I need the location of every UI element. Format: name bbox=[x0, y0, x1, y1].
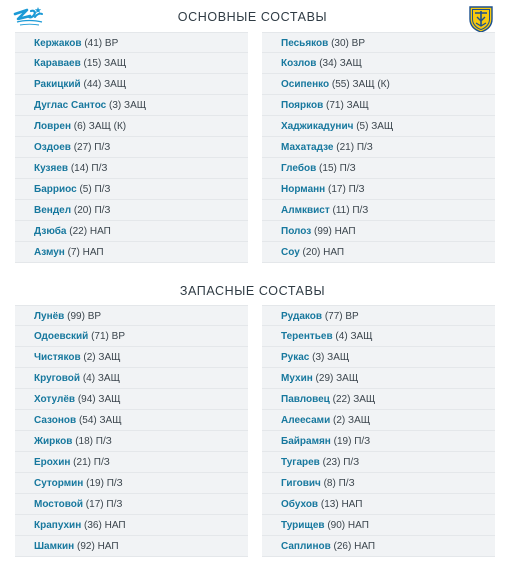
player-position: ЗАЩ bbox=[104, 58, 127, 69]
player-position: ЗАЩ bbox=[104, 79, 127, 90]
player-position: П/З bbox=[106, 499, 123, 510]
player-name[interactable]: Норманн bbox=[281, 184, 326, 195]
player-name[interactable]: Гигович bbox=[281, 478, 321, 489]
player-name[interactable]: Алеесами bbox=[281, 415, 331, 426]
list-item bbox=[262, 368, 495, 389]
subs-away-list bbox=[262, 305, 495, 557]
player-name[interactable]: Хотулёв bbox=[34, 394, 76, 405]
player-position: ЗАЩ bbox=[327, 352, 350, 363]
player-number: (44) bbox=[83, 79, 102, 90]
player-number: (4) bbox=[335, 331, 348, 342]
list-item bbox=[262, 137, 495, 158]
starting-away-list bbox=[262, 32, 495, 263]
player-number: (19) bbox=[333, 436, 352, 447]
player-name[interactable]: Круговой bbox=[34, 373, 81, 384]
player-position: НАП bbox=[97, 541, 119, 552]
player-number: (17) bbox=[85, 499, 104, 510]
player-number: (36) bbox=[84, 520, 102, 531]
player-name[interactable]: Махатадзе bbox=[281, 142, 334, 153]
player-number: (99) bbox=[67, 311, 85, 322]
list-item bbox=[262, 347, 495, 368]
list-item bbox=[262, 53, 495, 74]
player-name[interactable]: Байрамян bbox=[281, 436, 331, 447]
player-number: (15) bbox=[319, 163, 337, 174]
player-number: (92) bbox=[76, 541, 95, 552]
player-name[interactable]: Ракицкий bbox=[34, 79, 81, 90]
list-item bbox=[15, 515, 248, 536]
list-item bbox=[262, 242, 495, 263]
list-item bbox=[15, 410, 248, 431]
player-number: (30) bbox=[331, 38, 349, 49]
player-position: НАП bbox=[354, 541, 376, 552]
player-position: П/З bbox=[338, 478, 355, 489]
player-position: ВР bbox=[351, 38, 365, 49]
player-position: П/З bbox=[356, 142, 373, 153]
list-item bbox=[262, 74, 495, 95]
player-position: ЗАЩ bbox=[97, 373, 120, 384]
player-number: (2) bbox=[83, 352, 96, 363]
list-item bbox=[15, 179, 248, 200]
player-name[interactable]: Павловец bbox=[281, 394, 330, 405]
list-item bbox=[15, 242, 248, 263]
player-name[interactable]: Мухин bbox=[281, 373, 313, 384]
player-name[interactable]: Терентьев bbox=[281, 331, 333, 342]
player-number: (22) bbox=[69, 226, 88, 237]
subs-home-list bbox=[15, 305, 248, 557]
player-name[interactable]: Одоевский bbox=[34, 331, 89, 342]
player-position: ВР bbox=[111, 331, 126, 342]
player-position: ЗАЩ bbox=[346, 100, 369, 111]
player-name[interactable]: Лунёв bbox=[34, 311, 65, 322]
player-number: (34) bbox=[319, 58, 337, 69]
player-name[interactable]: Поярков bbox=[281, 100, 324, 111]
list-item bbox=[15, 473, 248, 494]
player-number: (8) bbox=[323, 478, 336, 489]
player-name[interactable]: Жирков bbox=[34, 436, 73, 447]
player-number: (22) bbox=[332, 394, 351, 405]
list-item bbox=[262, 452, 495, 473]
list-item bbox=[262, 515, 495, 536]
player-number: (15) bbox=[83, 58, 102, 69]
player-number: (99) bbox=[314, 226, 332, 237]
player-position: П/З bbox=[94, 142, 111, 153]
player-number: (18) bbox=[75, 436, 94, 447]
player-name[interactable]: Дуглас Сантос bbox=[34, 100, 107, 111]
player-position: П/З bbox=[91, 163, 108, 174]
player-number: (6) bbox=[73, 121, 86, 132]
player-position: ВР bbox=[104, 38, 119, 49]
player-position: ЗАЩ bbox=[339, 58, 362, 69]
list-item bbox=[15, 116, 248, 137]
player-position: НАП bbox=[334, 226, 356, 237]
substitutes-header bbox=[0, 278, 505, 304]
player-name[interactable]: Кузяев bbox=[34, 163, 69, 174]
player-number: (23) bbox=[322, 457, 341, 468]
player-position: ВР bbox=[345, 311, 359, 322]
player-name[interactable]: Соу bbox=[281, 247, 300, 258]
player-name[interactable]: Алмквист bbox=[281, 205, 330, 216]
list-item bbox=[262, 326, 495, 347]
list-item bbox=[15, 494, 248, 515]
starting-lineups-title: ОСНОВНЫЕ СОСТАВЫ bbox=[177, 10, 328, 24]
list-item bbox=[15, 74, 248, 95]
list-item bbox=[15, 158, 248, 179]
player-name[interactable]: Обухов bbox=[281, 499, 319, 510]
player-name[interactable]: Караваев bbox=[34, 58, 81, 69]
list-item bbox=[262, 431, 495, 452]
list-item bbox=[15, 347, 248, 368]
player-name[interactable]: Шамкин bbox=[34, 541, 75, 552]
player-number: (29) bbox=[315, 373, 334, 384]
list-item bbox=[262, 305, 495, 326]
list-item bbox=[15, 137, 248, 158]
player-position: П/З bbox=[94, 184, 111, 195]
substitutes-title: ЗАПАСНЫЕ СОСТАВЫ bbox=[179, 284, 326, 298]
player-number: (90) bbox=[327, 520, 346, 531]
player-position: НАП bbox=[341, 499, 363, 510]
player-position: ЗАЩ bbox=[124, 100, 147, 111]
player-number: (11) bbox=[332, 205, 350, 216]
player-number: (20) bbox=[302, 247, 321, 258]
player-number: (20) bbox=[73, 205, 92, 216]
player-number: (77) bbox=[324, 311, 343, 322]
list-item bbox=[262, 179, 495, 200]
player-name[interactable]: Оздоев bbox=[34, 142, 71, 153]
player-position: П/З bbox=[95, 436, 112, 447]
list-item bbox=[262, 389, 495, 410]
player-position: ВР bbox=[87, 311, 102, 322]
player-number: (94) bbox=[77, 394, 96, 405]
player-number: (4) bbox=[82, 373, 96, 384]
list-item bbox=[262, 410, 495, 431]
player-position: НАП bbox=[347, 520, 369, 531]
player-number: (71) bbox=[91, 331, 109, 342]
player-name[interactable]: Полоз bbox=[281, 226, 312, 237]
starting-home-list bbox=[15, 32, 248, 263]
player-name[interactable]: Кержаков bbox=[34, 38, 82, 49]
player-name[interactable]: Песьяков bbox=[281, 38, 329, 49]
player-number: (3) bbox=[109, 100, 122, 111]
list-item bbox=[262, 95, 495, 116]
player-position: П/З bbox=[339, 163, 356, 174]
rostov-logo-icon[interactable] bbox=[468, 5, 494, 33]
player-position: ЗАЩ bbox=[350, 331, 373, 342]
player-number: (14) bbox=[70, 163, 89, 174]
player-name[interactable]: Сазонов bbox=[34, 415, 77, 426]
player-name[interactable]: Мостовой bbox=[34, 499, 84, 510]
list-item bbox=[15, 326, 248, 347]
player-number: (54) bbox=[78, 415, 97, 426]
list-item bbox=[15, 305, 248, 326]
player-name[interactable]: Осипенко bbox=[281, 79, 330, 90]
player-number: (17) bbox=[328, 184, 346, 195]
player-name[interactable]: Козлов bbox=[281, 58, 317, 69]
player-number: (19) bbox=[86, 478, 104, 489]
player-number: (2) bbox=[333, 415, 346, 426]
player-name[interactable]: Барриос bbox=[34, 184, 77, 195]
list-item bbox=[15, 200, 248, 221]
player-position: ЗАЩ (К) bbox=[352, 79, 390, 90]
player-position: П/З bbox=[352, 205, 369, 216]
player-number: (71) bbox=[326, 100, 344, 111]
player-number: (7) bbox=[67, 247, 80, 258]
player-number: (13) bbox=[320, 499, 339, 510]
player-position: НАП bbox=[323, 247, 345, 258]
list-item bbox=[262, 536, 495, 557]
list-item bbox=[15, 95, 248, 116]
list-item bbox=[15, 389, 248, 410]
list-item bbox=[262, 221, 495, 242]
player-position: П/З bbox=[348, 184, 365, 195]
player-position: П/З bbox=[93, 457, 110, 468]
list-item bbox=[262, 116, 495, 137]
player-position: НАП bbox=[104, 520, 126, 531]
player-number: (21) bbox=[73, 457, 91, 468]
player-position: П/З bbox=[106, 478, 123, 489]
player-position: П/З bbox=[343, 457, 360, 468]
player-position: ЗАЩ bbox=[98, 394, 121, 405]
player-number: (5) bbox=[356, 121, 369, 132]
player-name[interactable]: Ерохин bbox=[34, 457, 71, 468]
list-item bbox=[15, 536, 248, 557]
player-name[interactable]: Рукас bbox=[281, 352, 310, 363]
player-position: ЗАЩ bbox=[371, 121, 394, 132]
player-name[interactable]: Турищев bbox=[281, 520, 325, 531]
player-name[interactable]: Саплинов bbox=[281, 541, 331, 552]
player-number: (5) bbox=[79, 184, 92, 195]
player-number: (55) bbox=[331, 79, 350, 90]
player-number: (21) bbox=[336, 142, 355, 153]
player-name[interactable]: Тугарев bbox=[281, 457, 320, 468]
player-name[interactable]: Чистяков bbox=[34, 352, 81, 363]
list-item bbox=[15, 368, 248, 389]
list-item bbox=[262, 494, 495, 515]
player-name[interactable]: Вендел bbox=[34, 205, 72, 216]
player-number: (26) bbox=[333, 541, 352, 552]
player-name[interactable]: Азмун bbox=[34, 247, 65, 258]
player-position: ЗАЩ bbox=[336, 373, 359, 384]
player-position: П/З bbox=[354, 436, 371, 447]
player-number: (27) bbox=[73, 142, 92, 153]
list-item bbox=[15, 452, 248, 473]
list-item bbox=[262, 158, 495, 179]
player-name[interactable]: Сутормин bbox=[34, 478, 84, 489]
player-position: ЗАЩ (К) bbox=[88, 121, 127, 132]
list-item bbox=[262, 200, 495, 221]
player-position: НАП bbox=[82, 247, 104, 258]
player-number: (41) bbox=[84, 38, 103, 49]
player-name[interactable]: Глебов bbox=[281, 163, 317, 174]
list-item bbox=[15, 431, 248, 452]
list-item bbox=[15, 32, 248, 53]
player-name[interactable]: Рудаков bbox=[281, 311, 323, 322]
player-position: ЗАЩ bbox=[348, 415, 371, 426]
player-position: ЗАЩ bbox=[353, 394, 376, 405]
list-item bbox=[262, 473, 495, 494]
player-position: П/З bbox=[94, 205, 111, 216]
player-name[interactable]: Ловрен bbox=[34, 121, 71, 132]
list-item bbox=[15, 221, 248, 242]
player-number: (3) bbox=[312, 352, 325, 363]
player-name[interactable]: Дзюба bbox=[34, 226, 67, 237]
player-name[interactable]: Хаджикадунич bbox=[281, 121, 354, 132]
starting-lineups-header bbox=[0, 4, 505, 30]
player-position: ЗАЩ bbox=[99, 415, 122, 426]
player-name[interactable]: Крапухин bbox=[34, 520, 82, 531]
player-position: НАП bbox=[89, 226, 111, 237]
list-item bbox=[262, 32, 495, 53]
player-position: ЗАЩ bbox=[98, 352, 121, 363]
list-item bbox=[15, 53, 248, 74]
